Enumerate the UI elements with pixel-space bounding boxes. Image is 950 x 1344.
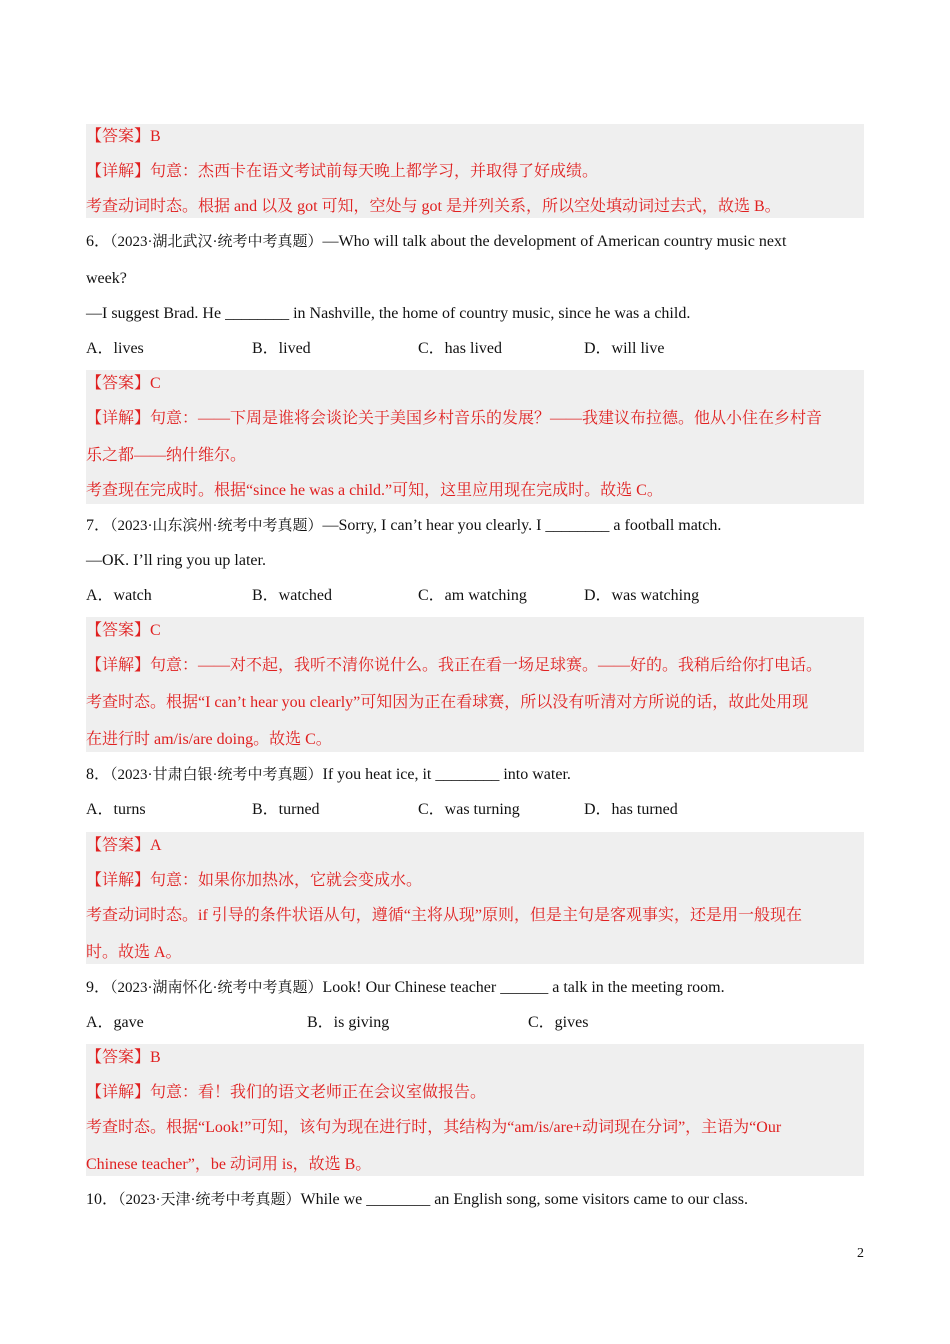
q10-stem-1 xyxy=(86,1189,748,1211)
q6-option-d: D．will live xyxy=(584,340,665,357)
q6-stem-text: —Who will talk about the development of American country music next xyxy=(322,233,787,250)
q9-detail-2: 考查时态。根据“Look!”可知，该句为现在进行时，其结构为“am/is/are+动词现在分词”，主语为“Our xyxy=(86,1119,782,1136)
q9-source: （2023·湖南怀化·统考中考真题） xyxy=(110,980,323,996)
q8-stem-1 xyxy=(86,764,571,786)
q7-answer: 【答案】C xyxy=(86,622,161,639)
q8-answer-block xyxy=(86,832,864,964)
q7-option-d: D．was watching xyxy=(584,587,700,604)
q7-option-b: B．watched xyxy=(252,587,332,604)
q6-option-a: A．lives xyxy=(86,340,144,357)
q8-option-d: D．has turned xyxy=(584,801,678,818)
q7-detail-3: 在进行时 am/is/are doing。故选 C。 xyxy=(86,731,332,748)
page-number: 2 xyxy=(857,1246,864,1261)
q6-stem-2: week? xyxy=(86,270,127,287)
q5-detail-1: 【详解】句意：杰西卡在语文考试前每天晚上都学习，并取得了好成绩。 xyxy=(86,163,599,180)
q7-stem-1 xyxy=(86,515,721,537)
q6-stem-3: —I suggest Brad. He ________ in Nashville, the home of country music, since he was a child. xyxy=(86,305,691,322)
q8-option-a: A．turns xyxy=(86,801,146,818)
q6-option-c: C．has lived xyxy=(418,340,502,357)
q10-number: 10． xyxy=(86,1191,119,1208)
q7-number: 7． xyxy=(86,517,111,534)
q10-stem-text: While we ________ an English song, some visitors came to our class. xyxy=(300,1191,748,1208)
q9-detail-3: Chinese teacher”，be 动词用 is，故选 B。 xyxy=(86,1156,372,1173)
q8-option-b: B．turned xyxy=(252,801,320,818)
q7-source: （2023·山东滨州·统考中考真题） xyxy=(110,518,323,534)
q8-answer: 【答案】A xyxy=(86,837,162,854)
q10-source: （2023·天津·统考中考真题） xyxy=(118,1192,301,1208)
q7-detail-2: 考查时态。根据“I can’t hear you clearly”可知因为正在看球赛，所以没有听清对方所说的话，故此处用现 xyxy=(86,694,809,711)
q9-number: 9． xyxy=(86,979,111,996)
q6-detail-1: 【详解】句意：——下周是谁将会谈论关于美国乡村音乐的发展？——我建议布拉德。他从小住在乡村音 xyxy=(86,410,823,427)
q8-detail-1: 【详解】句意：如果你加热冰，它就会变成水。 xyxy=(86,872,423,889)
q8-stem-text: If you heat ice, it ________ into water. xyxy=(322,766,571,783)
q5-answer: 【答案】B xyxy=(86,128,161,145)
q6-detail-3: 考查现在完成时。根据“since he was a child.”可知，这里应用现在完成时。故选 C。 xyxy=(86,482,663,499)
q6-answer: 【答案】C xyxy=(86,375,161,392)
q6-option-b: B．lived xyxy=(252,340,311,357)
q7-detail-1: 【详解】句意：——对不起，我听不清你说什么。我正在看一场足球赛。——好的。我稍后给你打电话。 xyxy=(86,657,823,674)
q6-source: （2023·湖北武汉·统考中考真题） xyxy=(110,234,323,250)
q9-option-c: C．gives xyxy=(528,1014,589,1031)
q9-option-a: A．gave xyxy=(86,1014,144,1031)
q9-stem-text: Look! Our Chinese teacher ______ a talk in the meeting room. xyxy=(322,979,725,996)
q8-detail-2: 考查动词时态。if 引导的条件状语从句，遵循“主将从现”原则，但是主句是客观事实，还是用一般现在 xyxy=(86,907,802,924)
q5-detail-2: 考查动词时态。根据 and 以及 got 可知，空处与 got 是并列关系，所以空处填动词过去式，故选 B。 xyxy=(86,198,781,215)
q6-detail-2: 乐之都——纳什维尔。 xyxy=(86,447,247,464)
q7-stem-2: —OK. I’ll ring you up later. xyxy=(86,552,266,569)
q8-number: 8． xyxy=(86,766,111,783)
q7-option-a: A．watch xyxy=(86,587,152,604)
q9-answer: 【答案】B xyxy=(86,1049,161,1066)
q8-option-c: C．was turning xyxy=(418,801,520,818)
q7-option-c: C．am watching xyxy=(418,587,527,604)
q6-stem-1 xyxy=(86,231,786,253)
q8-detail-3: 时。故选 A。 xyxy=(86,944,182,961)
q9-detail-1: 【详解】句意：看！我们的语文老师正在会议室做报告。 xyxy=(86,1084,487,1101)
q6-number: 6． xyxy=(86,233,111,250)
q7-stem-text: —Sorry, I can’t hear you clearly. I ________ a football match. xyxy=(322,517,722,534)
q8-source: （2023·甘肃白银·统考中考真题） xyxy=(110,767,323,783)
q9-stem-1 xyxy=(86,977,725,999)
q9-option-b: B．is giving xyxy=(307,1014,390,1031)
